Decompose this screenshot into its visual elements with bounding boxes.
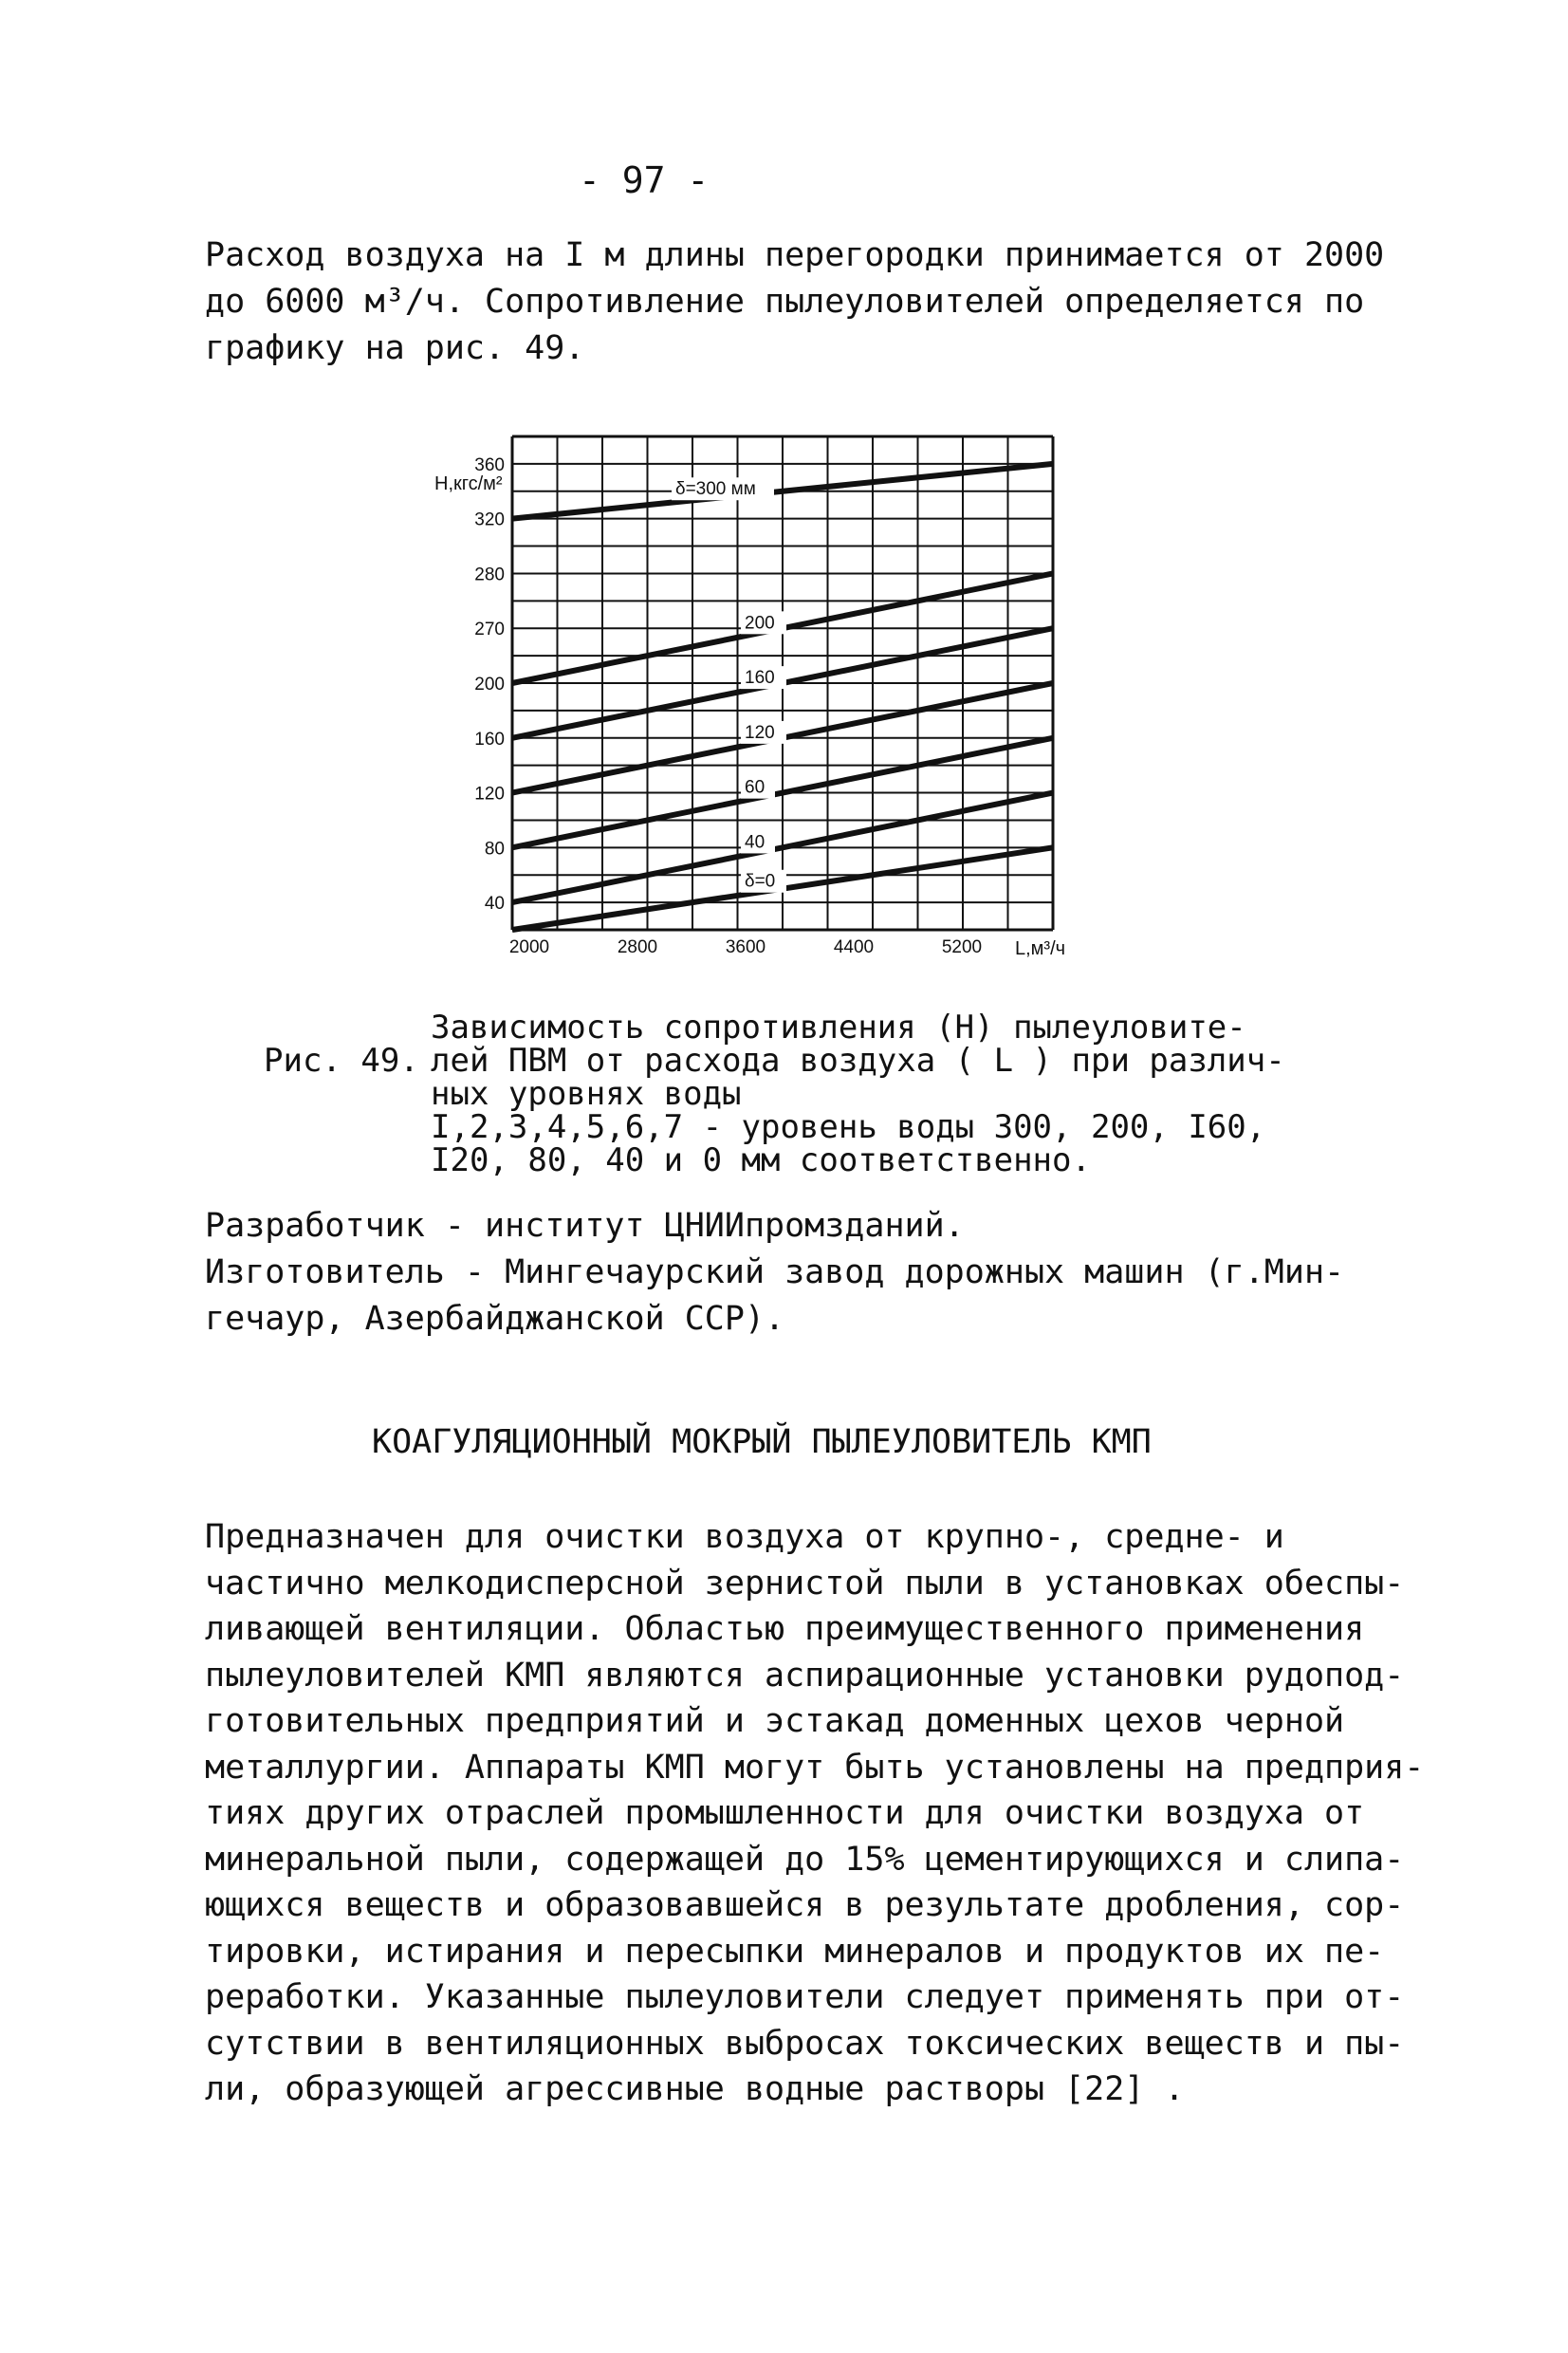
series-label: 120 <box>745 722 775 743</box>
page-number: - 97 - <box>579 159 710 201</box>
series-label: 40 <box>745 832 766 853</box>
y-tick-label: 360 <box>474 454 505 475</box>
x-axis-label: L,м³/ч <box>1015 938 1066 959</box>
series-label: δ=300 мм <box>675 479 756 500</box>
y-tick-label: 80 <box>484 839 505 860</box>
y-tick-label: 160 <box>474 729 505 750</box>
x-tick-label: 5200 <box>941 937 983 957</box>
y-axis-label: H,кгс/м² <box>434 473 503 494</box>
developer-paragraph: Разработчик - институт ЦНИИпромзданий. Изготовитель - Мингечаурский завод дорожных машин (г.Мин- гечаур, Азербайджанской ССР). <box>205 1207 1345 1338</box>
series-label: 200 <box>745 613 775 634</box>
series-label: δ=0 <box>745 871 776 892</box>
y-tick-label: 320 <box>474 510 505 530</box>
y-tick-label: 200 <box>474 675 505 695</box>
intro-paragraph: Расход воздуха на I м длины перегородки принимается от 2000 до 6000 м³/ч. Сопротивление пылеуловителей определяется по графику на рис. 49. <box>205 236 1385 367</box>
caption-label: Рис. 49. <box>264 1042 419 1080</box>
x-tick-label: 3600 <box>725 937 766 957</box>
x-tick-label: 2800 <box>617 937 658 957</box>
y-tick-label: 40 <box>484 894 505 915</box>
y-tick-label: 280 <box>474 565 505 585</box>
series-label: 60 <box>745 777 766 798</box>
caption-text: Зависимость сопротивления (Н) пылеуловите- лей ПВМ от расхода воздуха ( L ) при различ- ных уровнях воды I,2,3,4,5,6,7 - уровень воды 300, 200, I60, I20, 80, 40 и 0 мм соответственно. <box>431 1009 1285 1179</box>
figure-caption <box>264 1009 1355 1179</box>
body-paragraph: Предназначен для очистки воздуха от крупно-, средне- и частично мелкодисперсной зернистой пыли в установках обеспы- ливающей вентиляции. Областью преимущественного применения пылеуловителей КМП являются аспирационные установки рудопод- готовительных предприятий и эстакад доменных цехов черной металлургии. Аппараты КМП могут быть установлены на предприя- тиях других отраслей промышленности для очистки воздуха от минеральной пыли, содержащей до 15% цементирующихся и слипа- ющихся веществ и образовавшейся в результате дробления, сор- тировки, истирания и пересыпки минералов и продуктов их пе- реработки. Указанные пылеуловители следует применять при от- сутствии в вентиляционных выбросах токсических веществ и пы- ли, образующей агрессивные водные растворы [22] . <box>205 1518 1425 2108</box>
x-tick-label: 2000 <box>508 937 550 957</box>
resistance-chart <box>417 417 1119 968</box>
y-tick-label: 120 <box>474 784 505 805</box>
series-label: 160 <box>745 668 775 689</box>
x-tick-label: 4400 <box>833 937 875 957</box>
section-heading: КОАГУЛЯЦИОННЫЙ МОКРЫЙ ПЫЛЕУЛОВИТЕЛЬ КМП <box>372 1423 1152 1461</box>
y-tick-label: 270 <box>474 620 505 640</box>
